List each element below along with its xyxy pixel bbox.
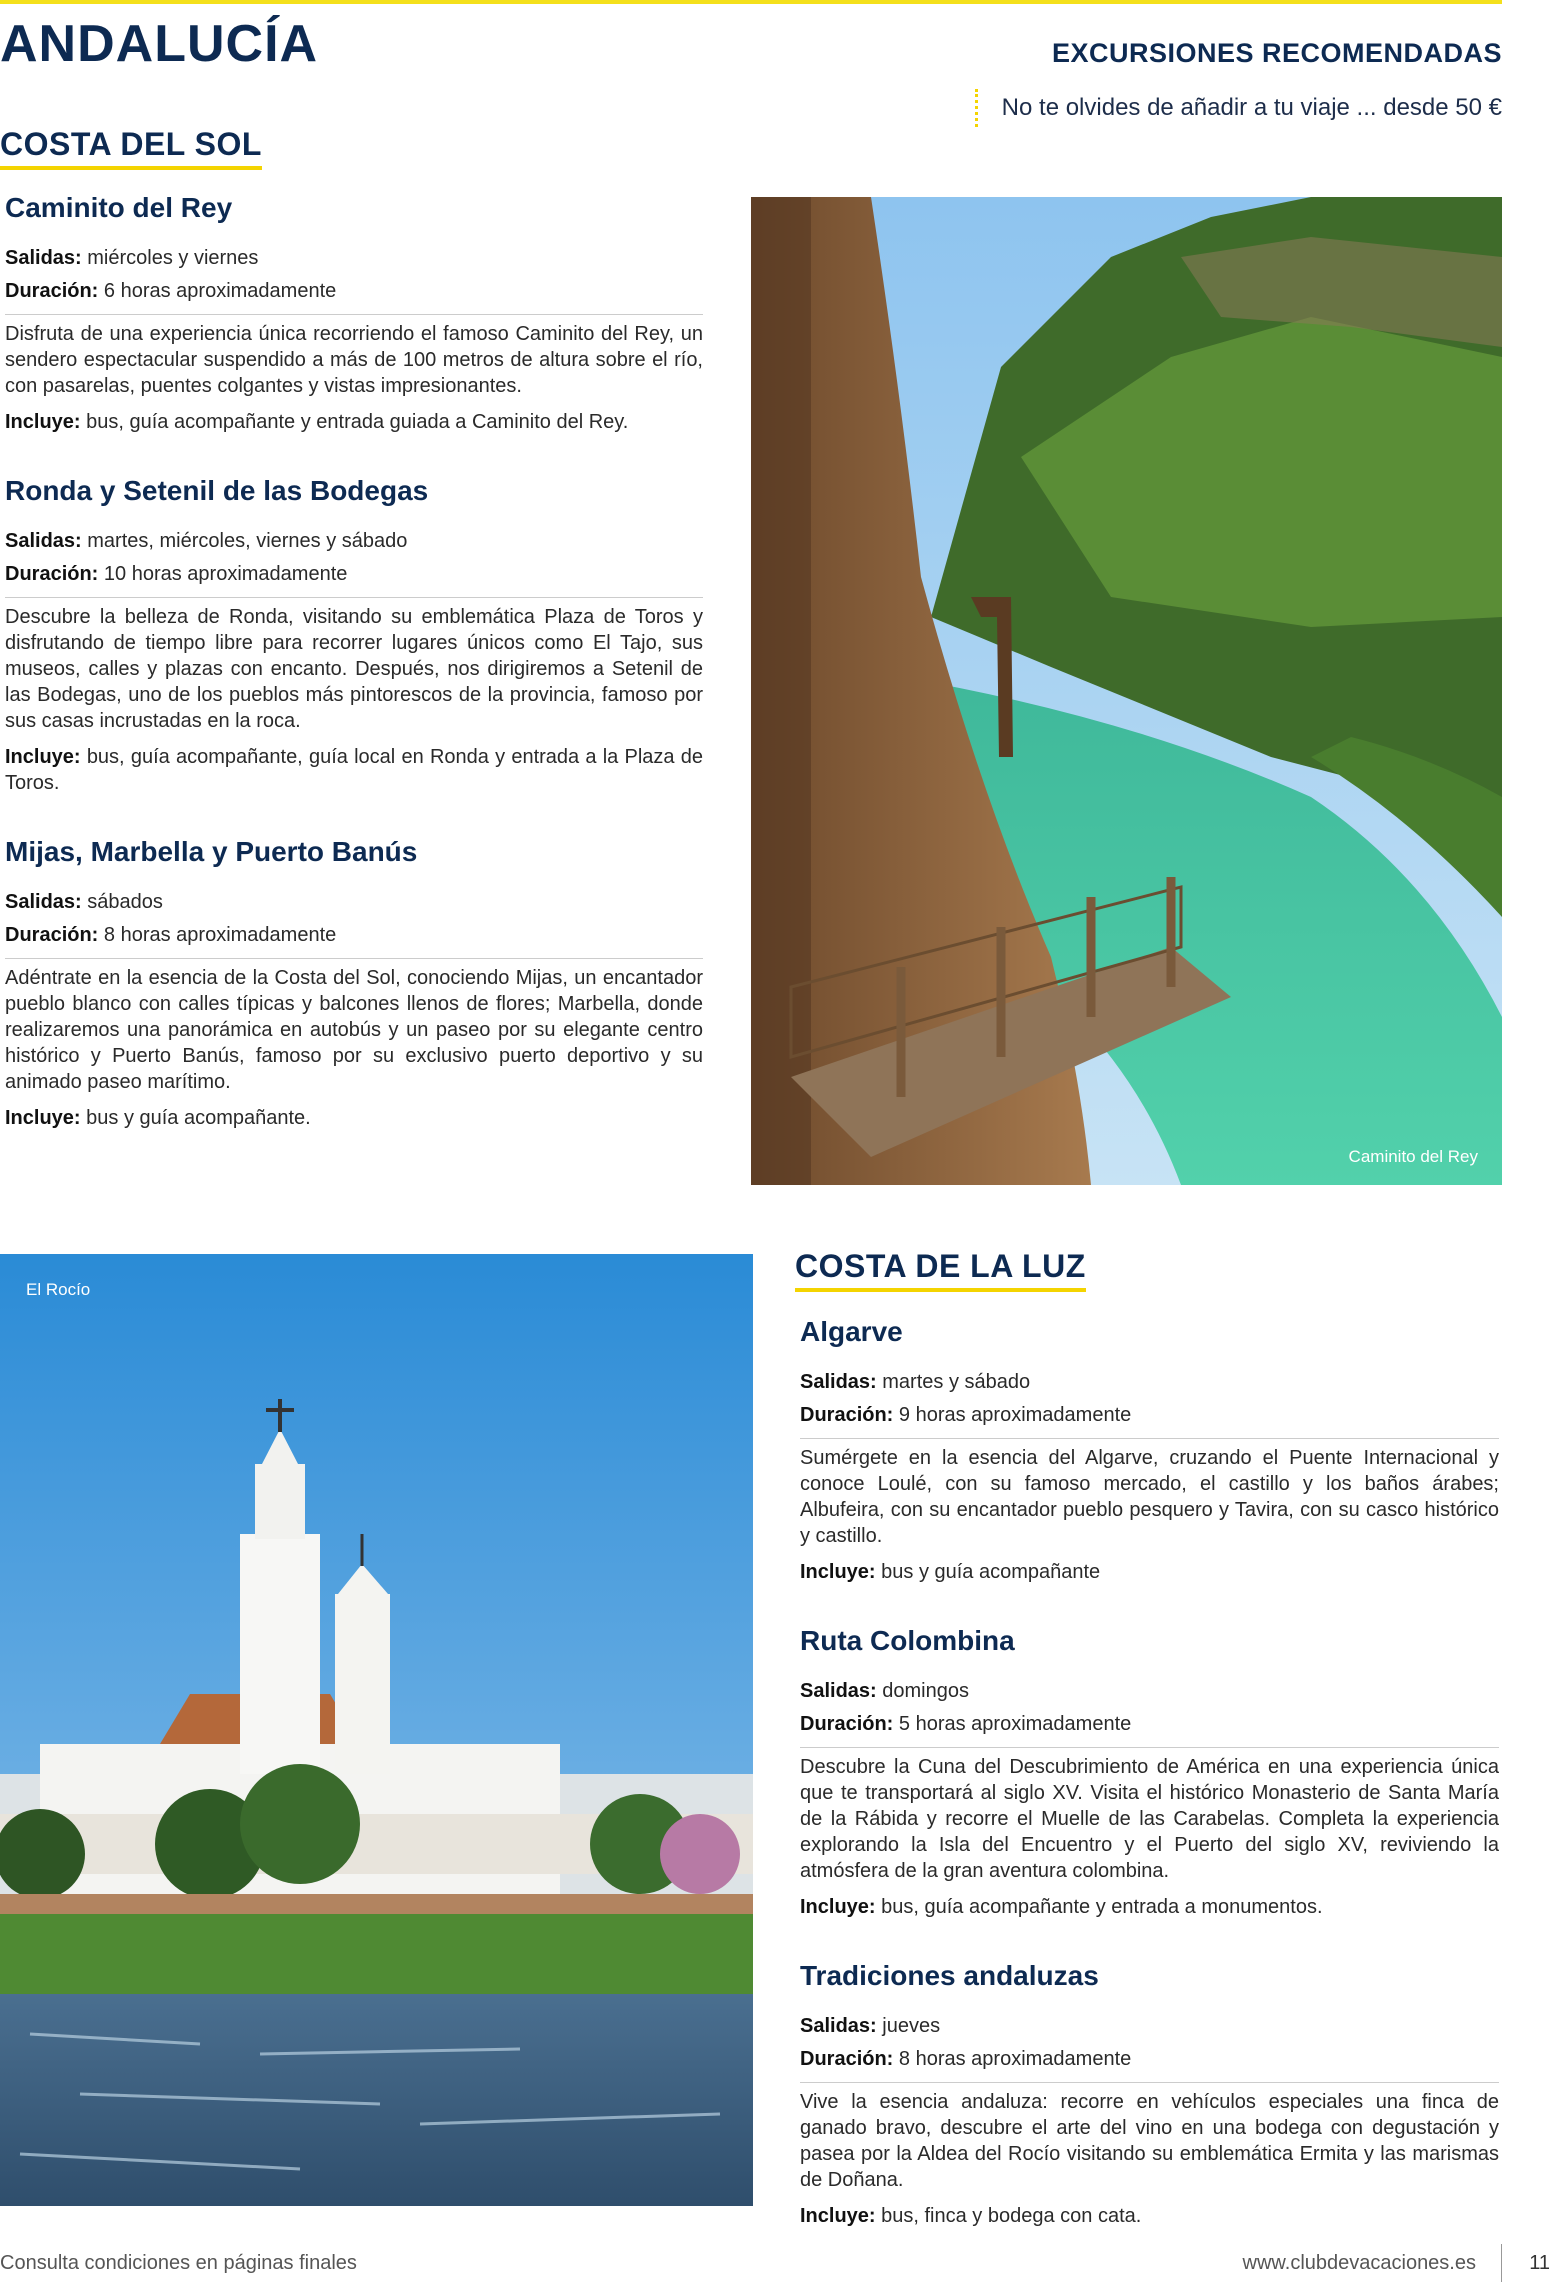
photo-caption: El Rocío: [26, 1280, 91, 1299]
excursion-title: Tradiciones andaluzas: [800, 1960, 1099, 1991]
excursion-title: Mijas, Marbella y Puerto Banús: [5, 836, 418, 867]
header-subtitle: [975, 89, 1502, 127]
excursion-salidas: Salidas: miércoles y viernes: [5, 247, 259, 269]
top-rule: [0, 0, 1502, 4]
excursion-description: Adéntrate en la esencia de la Costa del Sol, conociendo Mijas, un encantador pueblo blanco con calles típicas y balcones llenos de flores; Marbella, donde realizaremos una panorámica en autobús y un paseo por su elegante centro histórico y Puerto Banús, famoso por su exclusivo puerto deportivo y su animado paseo marítimo.: [5, 958, 703, 1095]
excursion-description: Descubre la belleza de Ronda, visitando su emblemática Plaza de Toros y disfrutando de tiempo libre para recorrer lugares únicos como El Tajo, sus museos, calles y plazas con encanto. Después, nos dirigiremos a Setenil de las Bodegas, uno de los pueblos más pintorescos de la provincia, famoso por sus casas incrustadas en la roca.: [5, 597, 703, 734]
excursion-description: Disfruta de una experiencia única recorriendo el famoso Caminito del Rey, un sendero espectacular suspendido a más de 100 metros de altura sobre el río, con pasarelas, puentes colgantes y vistas impresionantes.: [5, 314, 703, 399]
excursion-card: [800, 1316, 1499, 1585]
excursion-salidas: Salidas: martes, miércoles, viernes y sábado: [5, 530, 408, 552]
costa-del-sol-excursions: [5, 192, 703, 1131]
excursion-card: [5, 192, 703, 435]
footer-conditions: Consulta condiciones en páginas finales: [0, 2252, 357, 2274]
section-title-costa-del-sol: COSTA DEL SOL: [0, 126, 262, 170]
excursion-incluye: Incluye: bus, guía acompañante y entrada guiada a Caminito del Rey.: [5, 411, 629, 433]
excursion-description: Sumérgete en la esencia del Algarve, cruzando el Puente Internacional y conoce Loulé, con su famoso mercado, el castillo y los baños árabes; Albufeira, con su encantador pueblo pesquero y Tavira, con su casco histórico y castillo.: [800, 1438, 1499, 1549]
excursion-salidas: Salidas: sábados: [5, 891, 163, 913]
page-number: 11: [1529, 2252, 1550, 2274]
excursion-duracion: Duración: 9 horas aproximadamente: [800, 1404, 1132, 1426]
photo-caption: Caminito del Rey: [1348, 1147, 1478, 1166]
excursion-card: [5, 836, 703, 1131]
excursion-title: Ronda y Setenil de las Bodegas: [5, 475, 429, 506]
excursion-duracion: Duración: 8 horas aproximadamente: [5, 924, 337, 946]
excursion-card: [800, 1625, 1499, 1920]
excursion-duracion: Duración: 6 horas aproximadamente: [5, 280, 337, 302]
header-subtitle-text: No te olvides de añadir a tu viaje ... desde 50 €: [1001, 94, 1502, 121]
section-title-costa-de-la-luz: COSTA DE LA LUZ: [795, 1248, 1086, 1292]
excursion-description: Descubre la Cuna del Descubrimiento de América en una experiencia única que te transportará al siglo XV. Visita el histórico Monasterio de Santa María de la Rábida y recorre el Muelle de las Carabelas. Completa la experiencia explorando la Isla del Encuentro y el Puerto del siglo XV, reviviendo la atmósfera de la gran aventura colombina.: [800, 1747, 1499, 1884]
excursion-incluye: Incluye: bus, finca y bodega con cata.: [800, 2205, 1142, 2227]
excursion-incluye: Incluye: bus, guía acompañante, guía local en Ronda y entrada a la Plaza de Toros.: [5, 746, 704, 794]
excursion-title: Algarve: [800, 1316, 903, 1347]
caminito-del-rey-photo: [751, 197, 1502, 1185]
excursion-card: [800, 1960, 1499, 2229]
excursion-description: Vive la esencia andaluza: recorre en vehículos especiales una finca de ganado bravo, descubre el arte del vino en una bodega con degustación y pasea por la Aldea del Rocío visitando su emblemática Ermita y las marismas de Doñana.: [800, 2082, 1499, 2193]
excursion-duracion: Duración: 10 horas aproximadamente: [5, 563, 348, 585]
excursion-duracion: Duración: 5 horas aproximadamente: [800, 1713, 1132, 1735]
excursion-salidas: Salidas: jueves: [800, 2015, 941, 2037]
excursion-card: [5, 475, 703, 796]
el-rocio-photo: [0, 1254, 753, 2206]
footer-divider: [1501, 2244, 1502, 2282]
page-title: ANDALUCÍA: [0, 15, 319, 73]
dotted-divider: [975, 89, 978, 127]
footer-website-link[interactable]: www.clubdevacaciones.es: [1242, 2252, 1476, 2274]
page-header: [975, 38, 1502, 127]
costa-de-la-luz-excursions: [800, 1316, 1499, 2229]
page-footer: [0, 2252, 1550, 2282]
excursion-salidas: Salidas: martes y sábado: [800, 1371, 1031, 1393]
header-title: EXCURSIONES RECOMENDADAS: [1051, 38, 1502, 68]
excursion-title: Caminito del Rey: [5, 192, 233, 223]
excursion-duracion: Duración: 8 horas aproximadamente: [800, 2048, 1132, 2070]
excursion-incluye: Incluye: bus, guía acompañante y entrada a monumentos.: [800, 1896, 1323, 1918]
excursion-incluye: Incluye: bus y guía acompañante.: [5, 1107, 311, 1129]
excursion-salidas: Salidas: domingos: [800, 1680, 969, 1702]
excursion-title: Ruta Colombina: [800, 1625, 1015, 1656]
excursion-incluye: Incluye: bus y guía acompañante: [800, 1561, 1101, 1583]
